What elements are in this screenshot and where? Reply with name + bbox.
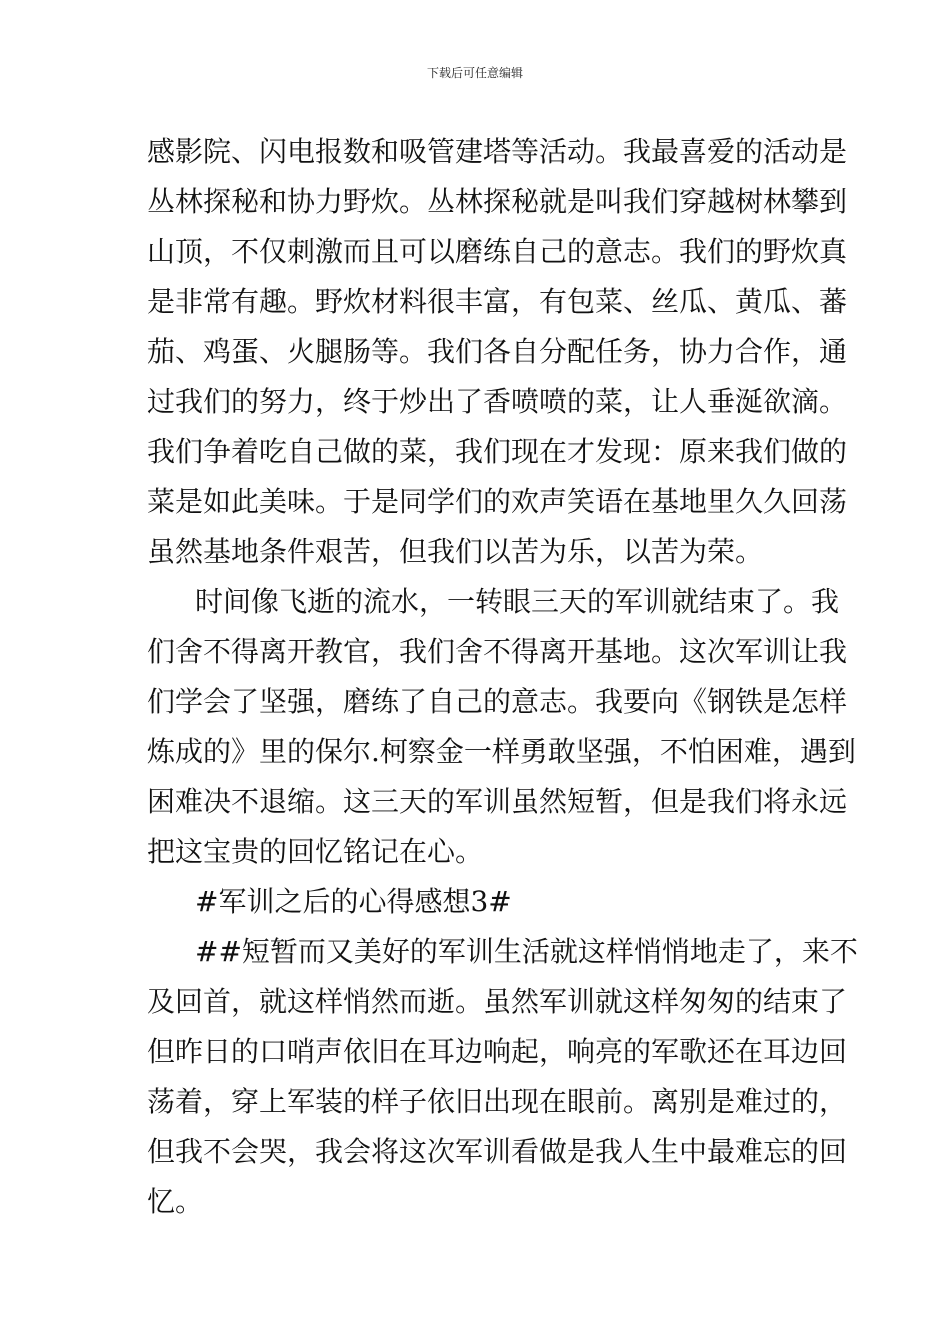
text-line: 但昨日的口哨声依旧在耳边响起，响亮的军歌还在耳边回 bbox=[147, 1035, 848, 1068]
text-line: 们学会了坚强，磨练了自己的意志。我要向《钢铁是怎样 bbox=[147, 685, 848, 718]
document-body bbox=[147, 127, 858, 1227]
text-line: ##短暂而又美好的军训生活就这样悄悄地走了，来不 bbox=[195, 935, 858, 968]
text-line: 困难决不退缩。这三天的军训虽然短暂，但是我们将永远 bbox=[147, 785, 848, 818]
text-line: 我们争着吃自己做的菜，我们现在才发现：原来我们做的 bbox=[147, 435, 848, 468]
text-line: 们舍不得离开教官，我们舍不得离开基地。这次军训让我 bbox=[147, 635, 848, 668]
text-line: 茄、鸡蛋、火腿肠等。我们各自分配任务，协力合作，通 bbox=[147, 335, 848, 368]
text-line: 及回首，就这样悄然而逝。虽然军训就这样匆匆的结束了 bbox=[147, 985, 848, 1018]
text-line: 丛林探秘和协力野炊。丛林探秘就是叫我们穿越树林攀到 bbox=[147, 185, 848, 218]
text-line: 忆。 bbox=[147, 1185, 204, 1218]
page-header-note: 下载后可任意编辑 bbox=[426, 66, 523, 80]
text-line: 把这宝贵的回忆铭记在心。 bbox=[147, 835, 484, 868]
text-line: 是非常有趣。野炊材料很丰富，有包菜、丝瓜、黄瓜、蕃 bbox=[147, 285, 848, 318]
text-line: #军训之后的心得感想3# bbox=[195, 885, 512, 918]
text-line: 荡着，穿上军装的样子依旧出现在眼前。离别是难过的， bbox=[147, 1085, 848, 1118]
text-line: 过我们的努力，终于炒出了香喷喷的菜，让人垂涎欲滴。 bbox=[147, 385, 848, 418]
text-line: 但我不会哭，我会将这次军训看做是我人生中最难忘的回 bbox=[147, 1135, 848, 1168]
text-line: 时间像飞逝的流水，一转眼三天的军训就结束了。我 bbox=[195, 585, 840, 618]
text-line: 山顶，不仅刺激而且可以磨练自己的意志。我们的野炊真 bbox=[147, 235, 848, 268]
text-line: 炼成的》里的保尔.柯察金一样勇敢坚强，不怕困难，遇到 bbox=[147, 735, 856, 768]
text-line: 虽然基地条件艰苦，但我们以苦为乐，以苦为荣。 bbox=[147, 535, 764, 568]
text-line: 菜是如此美味。于是同学们的欢声笑语在基地里久久回荡 bbox=[147, 485, 848, 518]
text-line: 感影院、闪电报数和吸管建塔等活动。我最喜爱的活动是 bbox=[147, 135, 848, 168]
